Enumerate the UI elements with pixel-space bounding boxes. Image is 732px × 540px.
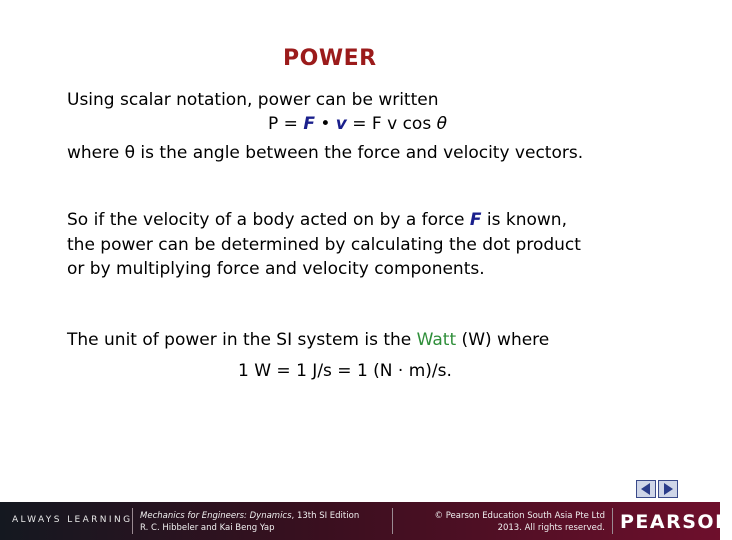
watt-term: Watt: [416, 330, 457, 350]
para2-line1-b: is known,: [481, 210, 567, 230]
back-button[interactable]: [636, 480, 656, 498]
triangle-right-icon: [659, 481, 677, 497]
slide-title: POWER: [283, 46, 377, 71]
forward-button[interactable]: [658, 480, 678, 498]
para3-line1: [67, 328, 549, 352]
book-edition: , 13th SI Edition: [291, 511, 360, 521]
book-authors: R. C. Hibbeler and Kai Beng Yap: [140, 523, 275, 533]
eq-force-vector: F: [303, 114, 315, 134]
pearson-logo: PEARSON: [620, 511, 732, 533]
footer-divider-left: [132, 508, 133, 534]
eq-velocity-vector: v: [335, 114, 347, 134]
always-learning-tagline: ALWAYS LEARNING: [12, 515, 133, 525]
power-equation: [268, 112, 447, 136]
eq-scalar: = F v cos: [346, 114, 437, 134]
copyright-line1: © Pearson Education South Asia Pte Ltd: [434, 511, 605, 521]
book-title: Mechanics for Engineers: Dynamics: [140, 511, 292, 521]
theta-definition: where θ is the angle between the force and velocity vectors.: [67, 143, 584, 163]
copyright-line2: 2013. All rights reserved.: [497, 523, 605, 533]
eq-dot: •: [314, 114, 336, 134]
footer-divider-middle: [392, 508, 393, 534]
para2-force-vector: F: [469, 210, 482, 230]
watt-equation: 1 W = 1 J/s = 1 (N · m)/s.: [238, 361, 452, 381]
footer-bar: [0, 502, 732, 540]
para2-line3: or by multiplying force and velocity components.: [67, 259, 485, 279]
triangle-left-icon: [637, 481, 655, 497]
book-citation: [140, 510, 359, 534]
para2-line1: [67, 208, 567, 232]
footer-divider-right: [612, 508, 613, 534]
para2-line1-a: So if the velocity of a body acted on by a force: [67, 210, 470, 230]
intro-line: Using scalar notation, power can be written: [67, 90, 439, 110]
para3-line1-a: The unit of power in the SI system is the: [67, 330, 417, 350]
eq-theta: θ: [436, 114, 447, 134]
para2-line2: the power can be determined by calculating the dot product: [67, 235, 581, 255]
copyright: [395, 510, 605, 534]
eq-p: P =: [268, 114, 304, 134]
para3-line1-b: (W) where: [456, 330, 550, 350]
